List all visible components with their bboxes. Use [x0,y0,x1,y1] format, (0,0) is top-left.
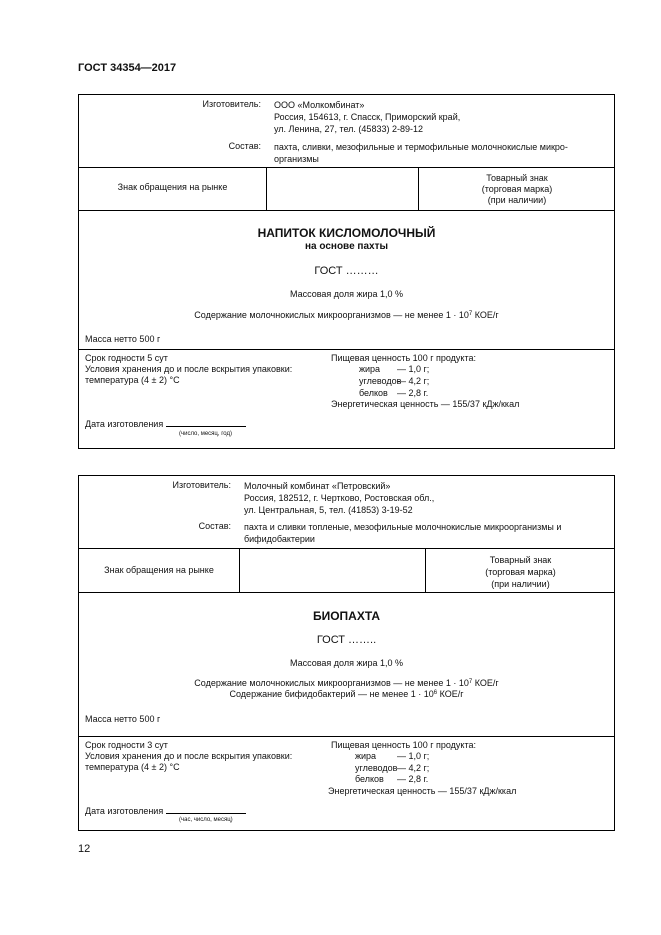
nutrition-value: — 4,2 г; [397,763,430,773]
microorganisms-unit: КОЕ/г [472,310,499,320]
nutrition-name: углеводов [355,763,398,773]
microorganisms-content [79,310,614,320]
storage-conditions: Условия хранения до и после вскрытия упаковки: [85,364,293,374]
manufacturer-line: ООО «Молкомбинат» [274,100,365,110]
manufacturer-info [244,480,434,516]
composition-line: организмы [274,154,319,164]
net-mass: Масса нетто 500 г [85,334,161,344]
bifidobacteria-exponent: 6 [433,690,438,696]
bifidobacteria-text: Содержание бифидобактерий — не менее 1 · 10 [229,689,434,699]
gost-reference: ГОСТ ……… [314,265,379,277]
storage-temperature: температура (4 ± 2) °C [85,762,180,772]
production-date-hint: (час, число, месяц) [179,817,233,823]
nutrition-name: жира [355,751,377,761]
market-sign-box: Знак обращения на рынке [117,182,228,192]
nutrition-value: — 4,2 г; [397,376,430,386]
manufacturer-info [274,99,460,135]
microorganisms-exponent: 7 [468,311,473,317]
fat-content: Массовая доля жира 1,0 % [289,658,404,668]
storage-conditions: Условия хранения до и после вскрытия упаковки: [85,751,293,761]
trademark-line: (торговая марка) [485,567,556,577]
product-title: НАПИТОК КИСЛОМОЛОЧНЫЙ [257,226,436,240]
production-date-line [166,805,246,814]
market-sign-box: Знак обращения на рынке [104,565,214,575]
trademark-box [425,554,616,590]
trademark-line: (торговая марка) [481,184,553,194]
label-biopakhta [78,475,615,831]
production-date-line [166,418,246,427]
page-number: 12 [78,843,91,855]
composition-label: Состав: [198,521,231,531]
nutrition-name: белков [355,774,384,784]
manufacturer-line: ул. Ленина, 27, тел. (45833) 2-89-12 [274,124,423,134]
production-date-hint: (число, месяц, год) [179,431,232,437]
manufacturer-label: Изготовитель: [172,480,231,490]
nutrition-value: — 1,0 г; [397,364,430,374]
production-date-label: Дата изготовления [85,419,164,429]
product-subtitle: на основе пахты [304,241,389,252]
composition-line: пахта и сливки топленые, мезофильные молочнокислые микроорганизмы и [244,522,562,532]
composition-line: бифидобактерии [244,534,315,544]
storage-info [85,353,292,386]
production-date [85,418,246,429]
nutrition-value: — 2,8 г. [397,388,429,398]
nutrition-value: — 2,8 г. [397,774,429,784]
composition-info [274,141,568,165]
bifidobacteria-content [79,689,614,699]
trademark-line: (при наличии) [487,195,547,205]
manufacturer-line: Россия, 182512, г. Чертково, Ростовская обл., [244,493,435,503]
shelf-life: Срок годности 5 сут [85,353,168,363]
gost-reference: ГОСТ …….. [316,634,377,646]
fat-content: Массовая доля жира 1,0 % [289,289,404,299]
trademark-line: Товарный знак [489,555,552,565]
production-date-label: Дата изготовления [85,806,164,816]
manufacturer-line: Молочный комбинат «Петровский» [244,481,391,491]
storage-temperature: температура (4 ± 2) °C [85,375,180,385]
nutrition-name: жира [359,364,381,374]
microorganisms-text: Содержание молочнокислых микроорганизмов — не менее 1 · 10 [194,310,469,320]
microorganisms-unit: КОЕ/г [472,678,499,688]
trademark-box [418,173,616,206]
nutrition-title: Пищевая ценность 100 г продукта: [331,740,476,750]
manufacturer-line: Россия, 154613, г. Спасск, Приморский край, [274,112,461,122]
net-mass: Масса нетто 500 г [85,714,161,724]
trademark-line: (при наличии) [491,579,550,589]
microorganisms-exponent: 7 [468,679,473,685]
microorganisms-content [79,678,614,688]
nutrition-name: белков [359,388,388,398]
composition-info [244,521,561,545]
nutrition-title: Пищевая ценность 100 г продукта: [331,353,476,363]
composition-label: Состав: [228,141,261,151]
composition-line: пахта, сливки, мезофильные и термофильные молочнокислые микро- [274,142,568,152]
nutrition-name: углеводов [359,376,402,386]
manufacturer-label: Изготовитель: [202,99,261,109]
energy-value: Энергетическая ценность — 155/37 кДж/ккал [328,786,517,796]
energy-value: Энергетическая ценность — 155/37 кДж/ккал [331,399,520,409]
document-header: ГОСТ 34354—2017 [78,62,177,74]
storage-info [85,740,292,773]
shelf-life: Срок годности 3 сут [85,740,168,750]
microorganisms-text: Содержание молочнокислых микроорганизмов — не менее 1 · 10 [194,678,469,688]
bifidobacteria-unit: КОЕ/г [437,689,464,699]
trademark-line: Товарный знак [486,173,548,183]
production-date [85,805,246,816]
product-title: БИОПАХТА [312,609,381,623]
nutrition-value: — 1,0 г; [397,751,430,761]
manufacturer-line: ул. Центральная, 5, тел. (41853) 3-19-52 [244,505,413,515]
label-buttermilk-drink [78,94,615,449]
